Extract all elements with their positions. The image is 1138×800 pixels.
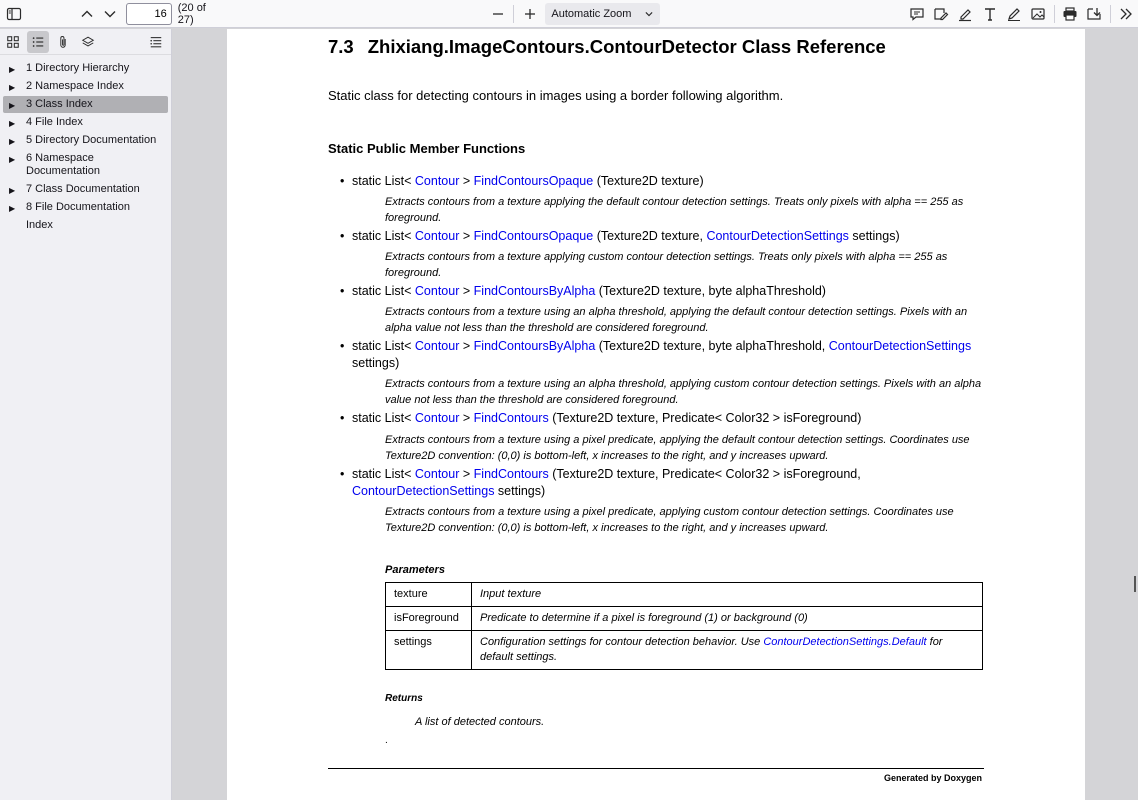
default-settings-link[interactable]: ContourDetectionSettings.Default — [763, 636, 927, 648]
members-heading: Static Public Member Functions — [328, 141, 526, 156]
member-function-signature — [340, 173, 984, 190]
add-image-button[interactable] — [1026, 3, 1049, 25]
member-function-description: Extracts contours from a texture applying custom contour detection settings. Treats only pixels with alpha == 255 as foreground. — [385, 251, 948, 279]
function-args: (Texture2D texture, — [596, 229, 707, 243]
comment-button[interactable] — [905, 3, 928, 25]
download-icon — [1086, 6, 1102, 22]
parameters-table — [385, 582, 983, 670]
parameter-row — [386, 607, 983, 631]
bullet: • — [340, 229, 345, 243]
outline-item-label: 3 Class Index — [26, 98, 93, 110]
outline-item-label: Index — [26, 219, 53, 231]
return-type-prefix: static List — [352, 467, 405, 481]
contour-type-link[interactable]: Contour — [414, 174, 460, 188]
outline-item[interactable] — [3, 78, 168, 95]
angle-bracket: > — [462, 339, 471, 353]
member-function-description: Extracts contours from a texture using a pixel predicate, applying custom contour detection settings. Coordinates use Texture2D convention: (0,0) is bottom-left, x increases to the right, and y increases upward. — [385, 506, 954, 534]
function-name-link[interactable]: FindContoursByAlpha — [473, 339, 596, 353]
toolbar-divider — [1110, 5, 1111, 23]
printer-icon — [1062, 6, 1078, 22]
outline-item[interactable] — [3, 199, 168, 216]
outline-item-label: 2 Namespace Index — [26, 80, 124, 92]
double-chevron-right-icon — [1118, 6, 1134, 22]
parameter-name: isForeground — [386, 607, 472, 631]
sidebar-view-tabs — [0, 29, 171, 55]
class-description: Static class for detecting contours in images using a border following algorithm. — [328, 88, 784, 103]
angle-bracket: < — [404, 339, 412, 353]
outline-item[interactable] — [3, 181, 168, 198]
angle-bracket: > — [462, 174, 471, 188]
function-args: (Texture2D texture, byte alphaThreshold) — [598, 284, 826, 298]
angle-bracket: > — [462, 467, 471, 481]
function-args: (Texture2D texture, Predicate< Color32 > isForeground, — [552, 467, 861, 481]
outline-item[interactable] — [3, 150, 168, 180]
expand-triangle-icon[interactable]: ▶ — [9, 186, 16, 195]
signature-button[interactable] — [930, 3, 953, 25]
attachments-tab[interactable] — [52, 31, 74, 53]
scrollbar-thumb[interactable] — [1134, 576, 1136, 592]
add-text-button[interactable] — [978, 3, 1001, 25]
return-type-prefix: static List — [352, 339, 405, 353]
contour-type-link[interactable]: Contour — [414, 411, 460, 425]
bullet: • — [340, 284, 345, 298]
outline-item[interactable] — [3, 217, 168, 234]
toolbar-divider — [513, 5, 514, 23]
bullet: • — [340, 411, 345, 425]
draw-button[interactable] — [1002, 3, 1025, 25]
return-type-prefix: static List — [352, 284, 405, 298]
parameters-heading: Parameters — [385, 564, 445, 576]
pen-icon — [1006, 6, 1022, 22]
outline-item[interactable] — [3, 96, 168, 113]
expand-triangle-icon[interactable]: ▶ — [9, 65, 16, 74]
angle-bracket: < — [404, 284, 412, 298]
settings-type-link[interactable]: ContourDetectionSettings — [828, 339, 972, 353]
zoom-select-value: Automatic Zoom — [551, 7, 632, 20]
expand-triangle-icon[interactable]: ▶ — [9, 137, 16, 146]
settings-type-link[interactable]: ContourDetectionSettings — [352, 484, 495, 498]
chevron-down-icon — [644, 9, 654, 19]
page-footer: Generated by Doxygen — [883, 773, 982, 783]
outline-item-label: 5 Directory Documentation — [26, 134, 157, 146]
angle-bracket: < — [404, 174, 412, 188]
contour-type-link[interactable]: Contour — [414, 284, 460, 298]
settings-type-link[interactable]: ContourDetectionSettings — [706, 229, 849, 243]
thumbnails-icon — [6, 35, 20, 49]
bullet: • — [340, 467, 345, 481]
member-function-signature — [340, 410, 984, 427]
sidebar — [0, 29, 172, 800]
function-args: settings) — [352, 356, 400, 370]
chevron-down-icon — [102, 6, 118, 22]
return-type-prefix: static List — [352, 174, 405, 188]
pdf-toolbar — [0, 0, 1138, 28]
function-args: settings) — [494, 484, 546, 498]
outline-item-label: 1 Directory Hierarchy — [26, 62, 130, 74]
member-function-description: Extracts contours from a texture using an alpha threshold, applying the default contour detection settings. Pixels with an alpha value not less than the threshold are considered foreground. — [385, 306, 968, 334]
document-outline — [0, 55, 171, 234]
trailing-dot: . — [385, 735, 388, 746]
parameter-description — [472, 631, 983, 670]
current-outline-item-button[interactable] — [145, 31, 167, 53]
member-function-signature — [340, 338, 984, 372]
next-page-button[interactable] — [99, 3, 122, 25]
bullet: • — [340, 339, 345, 353]
previous-page-button[interactable] — [75, 3, 98, 25]
expand-triangle-icon[interactable]: ▶ — [9, 204, 16, 213]
page-number-input[interactable] — [126, 3, 172, 25]
angle-bracket: > — [462, 411, 471, 425]
return-type-prefix: static List — [352, 229, 405, 243]
returns-value: A list of detected contours. — [415, 716, 545, 728]
parameter-description-text: Configuration settings for contour detection behavior. Use — [480, 636, 764, 648]
angle-bracket: > — [462, 229, 471, 243]
contour-type-link[interactable]: Contour — [414, 339, 460, 353]
bullet: • — [340, 174, 345, 188]
function-name-link[interactable]: FindContours — [473, 411, 549, 425]
section-number: 7.3 — [328, 36, 354, 57]
outline-tab[interactable] — [27, 31, 49, 53]
parameter-name: settings — [386, 631, 472, 670]
comment-icon — [909, 6, 925, 22]
footer-rule — [328, 768, 984, 769]
page-count-label: (20 of 27) — [177, 1, 206, 26]
expand-triangle-icon[interactable]: ▶ — [9, 101, 16, 110]
parameter-row — [386, 583, 983, 607]
function-name-link[interactable]: FindContours — [473, 467, 549, 481]
returns-heading: Returns — [385, 693, 423, 704]
zoom-select[interactable] — [545, 3, 659, 25]
function-args: (Texture2D texture, byte alphaThreshold, — [598, 339, 829, 353]
layers-icon — [81, 35, 95, 49]
sidebar-icon — [6, 6, 22, 22]
contour-type-link[interactable]: Contour — [414, 229, 460, 243]
pdf-page — [227, 29, 1085, 800]
minus-icon — [490, 6, 506, 22]
member-function-description: Extracts contours from a texture using an alpha threshold, applying custom contour detection settings. Pixels with an alpha value not less than the threshold are considered foreground. — [385, 378, 982, 406]
outline-item[interactable] — [3, 114, 168, 131]
function-args: (Texture2D texture, Predicate< Color32 > isForeground) — [552, 411, 862, 425]
parameter-row — [386, 631, 983, 670]
toolbar-divider — [1054, 5, 1055, 23]
function-args: (Texture2D texture) — [596, 174, 704, 188]
paperclip-icon — [56, 35, 70, 49]
function-args: settings) — [848, 229, 900, 243]
outline-icon — [31, 35, 45, 49]
thumbnails-tab[interactable] — [2, 31, 24, 53]
outline-list-icon — [149, 35, 163, 49]
expand-triangle-icon[interactable]: ▶ — [9, 155, 16, 164]
function-name-link[interactable]: FindContoursOpaque — [473, 229, 594, 243]
zoom-in-button[interactable] — [518, 3, 541, 25]
parameter-description: Input texture — [472, 583, 983, 607]
member-function-signature — [340, 283, 984, 300]
outline-item-label: 4 File Index — [26, 116, 83, 128]
outline-item-label: 8 File Documentation — [26, 201, 130, 213]
angle-bracket: < — [404, 411, 412, 425]
tools-menu-button[interactable] — [1115, 3, 1138, 25]
function-name-link[interactable]: FindContoursOpaque — [473, 174, 594, 188]
outline-item-label: 7 Class Documentation — [26, 183, 140, 195]
parameter-description: Predicate to determine if a pixel is foreground (1) or background (0) — [472, 607, 983, 631]
angle-bracket: < — [404, 229, 412, 243]
sidebar-toggle-button[interactable] — [2, 3, 25, 25]
return-type-prefix: static List — [352, 411, 405, 425]
print-button[interactable] — [1059, 3, 1082, 25]
parameter-description-text: for default settings. — [480, 636, 943, 663]
parameter-name: texture — [386, 583, 472, 607]
zoom-out-button[interactable] — [486, 3, 509, 25]
member-function-description: Extracts contours from a texture using a pixel predicate, applying the default contour detection settings. Coordinates use Texture2D convention: (0,0) is bottom-left, x increases to the right, and y increases upward. — [385, 434, 970, 462]
outline-item[interactable] — [3, 132, 168, 149]
chevron-up-icon — [79, 6, 95, 22]
section-title: Zhixiang.ImageContours.ContourDetector Class Reference — [367, 36, 886, 57]
image-icon — [1030, 6, 1046, 22]
expand-triangle-icon[interactable]: ▶ — [9, 83, 16, 92]
plus-icon — [522, 6, 538, 22]
layers-tab[interactable] — [77, 31, 99, 53]
member-function-signature — [340, 228, 984, 245]
contour-type-link[interactable]: Contour — [414, 467, 460, 481]
highlight-button[interactable] — [954, 3, 977, 25]
section-heading — [328, 36, 886, 58]
save-button[interactable] — [1083, 3, 1106, 25]
text-icon — [982, 6, 998, 22]
member-function-description: Extracts contours from a texture applying the default contour detection settings. Treats only pixels with alpha == 255 as foreground. — [385, 196, 964, 224]
member-function-signature — [340, 466, 984, 500]
function-name-link[interactable]: FindContoursByAlpha — [473, 284, 596, 298]
outline-item-label: 6 Namespace Documentation — [26, 152, 100, 177]
outline-item[interactable] — [3, 60, 168, 77]
expand-triangle-icon[interactable]: ▶ — [9, 119, 16, 128]
angle-bracket: > — [462, 284, 471, 298]
signature-icon — [933, 6, 949, 22]
highlighter-icon — [957, 6, 973, 22]
angle-bracket: < — [404, 467, 412, 481]
